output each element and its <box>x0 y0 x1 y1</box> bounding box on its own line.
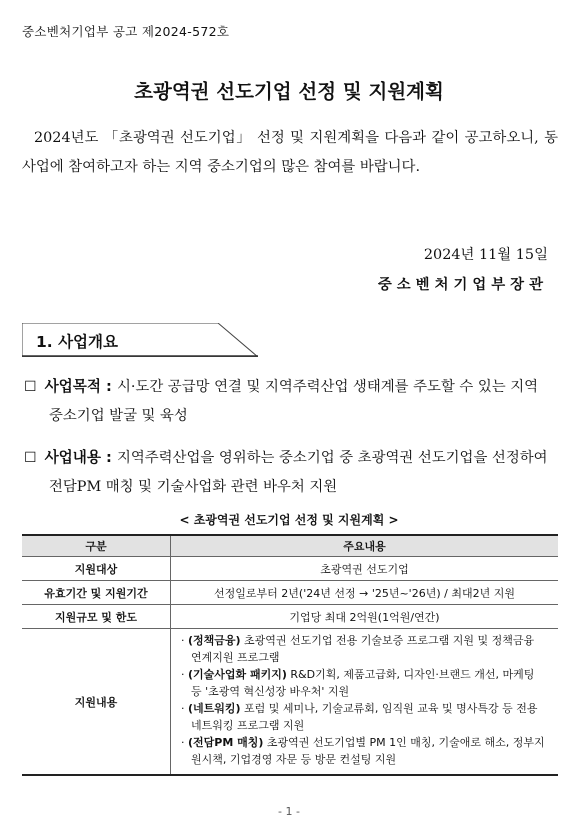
bullet-dot: · <box>181 702 185 715</box>
bullet-colon: : <box>100 449 117 466</box>
table-row <box>22 605 558 629</box>
list-item <box>181 735 548 768</box>
support-plan-table <box>22 534 558 776</box>
issuer-name: 중소벤처기업부장관 <box>377 276 548 293</box>
support-items-list <box>171 629 559 776</box>
bullet-dot: · <box>181 736 185 749</box>
item-label: (정책금융) <box>188 634 241 647</box>
bullet-dot: · <box>181 634 185 647</box>
table-row <box>22 581 558 605</box>
bullet-colon: : <box>100 378 117 395</box>
intro-paragraph: 2024년도 「초광역권 선도기업」 선정 및 지원계획을 다음과 같이 공고하오니, 동 사업에 참여하고자 하는 지역 중소기업의 많은 참여를 바랍니다. <box>22 130 558 175</box>
notice-number: 중소벤처기업부 공고 제2024-572호 <box>22 24 230 39</box>
item-text: 초광역권 선도기업별 PM 1인 매칭, 기술애로 해소, 정부지원시책, 기업경영 자문 등 방문 컨설팅 지원 <box>191 736 545 766</box>
column-header-category: 구분 <box>22 535 171 557</box>
item-text: 초광역권 선도기업 전용 기술보증 프로그램 지원 및 정책금융 연계지원 프로그램 <box>191 634 535 664</box>
row-category: 유효기간 및 지원기간 <box>22 581 171 605</box>
column-header-content: 주요내용 <box>171 535 559 557</box>
row-value: 초광역권 선도기업 <box>171 557 559 581</box>
purpose-bullet <box>24 372 556 431</box>
bullet-heading: 사업내용 <box>44 449 101 466</box>
item-text: R&D기획, 제품고급화, 디자인·브랜드 개선, 마케팅 등 '초광역 혁신성장 바우처' 지원 <box>191 668 535 698</box>
row-category: 지원내용 <box>22 629 171 776</box>
table-row <box>22 557 558 581</box>
content-bullet <box>24 443 556 502</box>
checkbox-square-icon: ☐ <box>24 379 37 395</box>
bullet-text: 시·도간 공급망 연결 및 지역주력산업 생태계를 주도할 수 있는 지역 중소기업 발굴 및 육성 <box>49 379 539 424</box>
section-heading: 1. 사업개요 <box>36 333 118 351</box>
bullet-dot: · <box>181 668 185 681</box>
item-text: 포럼 및 세미나, 기술교류회, 임직원 교육 및 명사특강 등 전용 네트워킹 프로그램 지원 <box>191 702 538 732</box>
row-category: 지원규모 및 한도 <box>22 605 171 629</box>
checkbox-square-icon: ☐ <box>24 450 37 466</box>
table-header-row <box>22 535 558 557</box>
list-item <box>181 633 548 666</box>
row-value: 선정일로부터 2년('24년 선정 → '25년~'26년) / 최대2년 지원 <box>171 581 559 605</box>
page-number: - 1 - <box>278 805 300 818</box>
list-item <box>181 667 548 700</box>
item-label: (전담PM 매칭) <box>188 736 264 749</box>
table-row-support <box>22 629 558 776</box>
table-caption: < 초광역권 선도기업 선정 및 지원계획 > <box>179 513 399 527</box>
row-value: 기업당 최대 2억원(1억원/연간) <box>171 605 559 629</box>
list-item <box>181 701 548 734</box>
bullet-text: 지역주력산업을 영위하는 중소기업 중 초광역권 선도기업을 선정하여 전담PM 매칭 및 기술사업화 관련 바우처 지원 <box>49 450 548 495</box>
item-label: (기술사업화 패키지) <box>188 668 287 681</box>
bullet-heading: 사업목적 <box>44 378 101 395</box>
document-title: 초광역권 선도기업 선정 및 지원계획 <box>134 80 444 103</box>
announcement-date: 2024년 11월 15일 <box>423 247 548 263</box>
item-label: (네트워킹) <box>188 702 241 715</box>
row-category: 지원대상 <box>22 557 171 581</box>
